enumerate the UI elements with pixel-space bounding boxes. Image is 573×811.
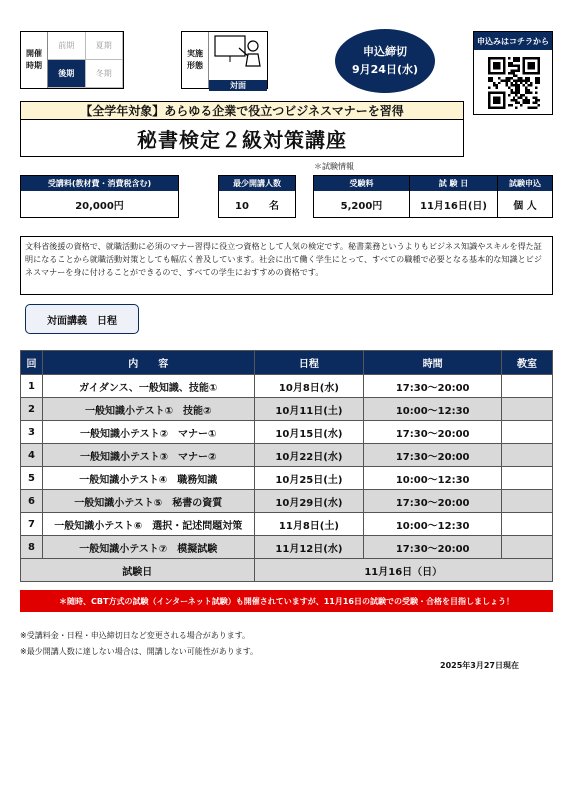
- cell-time: 10:00～12:30: [364, 467, 502, 490]
- exam-date-header: 試 験 日: [410, 176, 497, 191]
- schedule-table: [20, 350, 553, 582]
- fee-box: [20, 175, 179, 218]
- lecture-icon: [209, 32, 267, 80]
- cell-time: 17:30～20:00: [364, 375, 502, 398]
- table-row: [21, 490, 553, 513]
- qr-code-icon[interactable]: [488, 57, 540, 109]
- col-header-no: 回: [21, 351, 43, 375]
- exam-apply-value: 個 人: [513, 200, 537, 212]
- format-caption: 対面: [209, 80, 267, 91]
- cell-time: 17:30～20:00: [364, 421, 502, 444]
- fee-value: 20,000円: [75, 200, 124, 212]
- cell-room: [502, 421, 553, 444]
- cell-date: 11月8日(土): [254, 513, 364, 536]
- period-box: [20, 31, 124, 89]
- exam-apply-header: 試験申込: [498, 176, 552, 191]
- cell-no: 5: [21, 467, 43, 490]
- cell-no: 6: [21, 490, 43, 513]
- qr-caption: 申込みはコチラから: [474, 32, 552, 50]
- cell-content: 一般知識小テスト⑥ 選択・記述問題対策: [42, 513, 254, 536]
- deadline-date: 9月24日(水): [351, 63, 419, 76]
- cell-time: 10:00～12:30: [364, 398, 502, 421]
- table-row: [21, 536, 553, 559]
- exam-date-value: 11月16日(日): [420, 200, 487, 212]
- course-subtitle: 【全学年対象】あらゆる企業で役立つビジネスマナーを習得: [20, 101, 464, 119]
- cell-room: [502, 490, 553, 513]
- cell-date: 10月11日(土): [254, 398, 364, 421]
- period-label: 開催 時期: [21, 32, 48, 88]
- cell-room: [502, 398, 553, 421]
- cell-date: 11月12日(水): [254, 536, 364, 559]
- format-label: 実施 形態: [182, 32, 209, 88]
- cell-room: [502, 467, 553, 490]
- deadline-badge: [335, 29, 435, 93]
- cell-time: 10:00～12:30: [364, 513, 502, 536]
- table-header-row: [21, 351, 553, 375]
- cell-date: 10月8日(水): [254, 375, 364, 398]
- cell-no: 7: [21, 513, 43, 536]
- table-row: [21, 467, 553, 490]
- min-value: 10 名: [235, 200, 279, 212]
- col-header-date: 日程: [254, 351, 364, 375]
- deadline-label: 申込締切: [363, 45, 407, 58]
- cell-no: 2: [21, 398, 43, 421]
- cell-content: 一般知識小テスト⑤ 秘書の資質: [42, 490, 254, 513]
- cell-date: 10月15日(水): [254, 421, 364, 444]
- exam-fee-value: 5,200円: [340, 200, 383, 212]
- qr-box[interactable]: [473, 31, 553, 115]
- min-header: 最少開講人数: [219, 176, 295, 191]
- col-header-content: 内 容: [42, 351, 254, 375]
- fee-header: 受講料(教材費・消費税含む): [21, 176, 178, 191]
- cell-room: [502, 513, 553, 536]
- col-header-room: 教室: [502, 351, 553, 375]
- cell-time: 17:30～20:00: [364, 444, 502, 467]
- cell-content: ガイダンス、一般知識、技能①: [42, 375, 254, 398]
- cell-no: 1: [21, 375, 43, 398]
- exam-info-note: ＊試験情報: [314, 162, 354, 171]
- exam-row: [21, 559, 553, 582]
- cell-date: 10月29日(水): [254, 490, 364, 513]
- as-of-date: 2025年3月27日現在: [440, 661, 519, 670]
- cell-room: [502, 536, 553, 559]
- course-title: 秘書検定２級対策講座: [20, 119, 464, 157]
- period-cell-spring: 前期: [48, 32, 86, 60]
- cell-content: 一般知識小テスト③ マナー②: [42, 444, 254, 467]
- cell-no: 8: [21, 536, 43, 559]
- min-enrollment-box: [218, 175, 296, 218]
- format-box: [181, 31, 268, 89]
- footnote-2: ※最少開講人数に達しない場合は、開講しない可能性があります。: [20, 647, 259, 656]
- footnote-1: ※受講料金・日程・申込締切日など変更される場合があります。: [20, 631, 251, 640]
- exam-info-box: [313, 175, 553, 218]
- table-row: [21, 375, 553, 398]
- cell-time: 17:30～20:00: [364, 536, 502, 559]
- period-cell-summer: 夏期: [86, 32, 124, 60]
- exam-row-label: 試験日: [21, 559, 255, 582]
- table-row: [21, 513, 553, 536]
- cell-no: 4: [21, 444, 43, 467]
- cell-date: 10月22日(水): [254, 444, 364, 467]
- cell-time: 17:30～20:00: [364, 490, 502, 513]
- exam-row-date: 11月16日（日）: [254, 559, 552, 582]
- period-cell-autumn: 後期: [48, 60, 86, 88]
- cell-room: [502, 375, 553, 398]
- table-row: [21, 444, 553, 467]
- exam-fee-header: 受験料: [314, 176, 409, 191]
- schedule-label: 対面講義 日程: [25, 304, 139, 334]
- table-row: [21, 398, 553, 421]
- table-row: [21, 421, 553, 444]
- cell-content: 一般知識小テスト⑦ 模擬試験: [42, 536, 254, 559]
- col-header-time: 時間: [364, 351, 502, 375]
- cell-room: [502, 444, 553, 467]
- cell-date: 10月25日(土): [254, 467, 364, 490]
- course-description: 文科省後援の資格で、就職活動に必須のマナー習得に役立つ資格として人気の検定です。秘書業務というよりもビジネス知識やスキルを得た証明になることから就職活動対策としても幅広く普及しています。社会に出て働く学生にとって、すべての職種で必要となる基本的な知識とビジネスマナーを身に付けることができるので、すべての学生におすすめの資格です。: [20, 236, 553, 295]
- cell-content: 一般知識小テスト② マナー①: [42, 421, 254, 444]
- cbt-notice: ＊随時、CBT方式の試験（インターネット試験）も開催されていますが、11月16日の試験での受験・合格を目指しましょう！: [20, 590, 553, 612]
- period-cell-winter: 冬期: [86, 60, 124, 88]
- cell-content: 一般知識小テスト④ 職務知識: [42, 467, 254, 490]
- cell-content: 一般知識小テスト① 技能②: [42, 398, 254, 421]
- cell-no: 3: [21, 421, 43, 444]
